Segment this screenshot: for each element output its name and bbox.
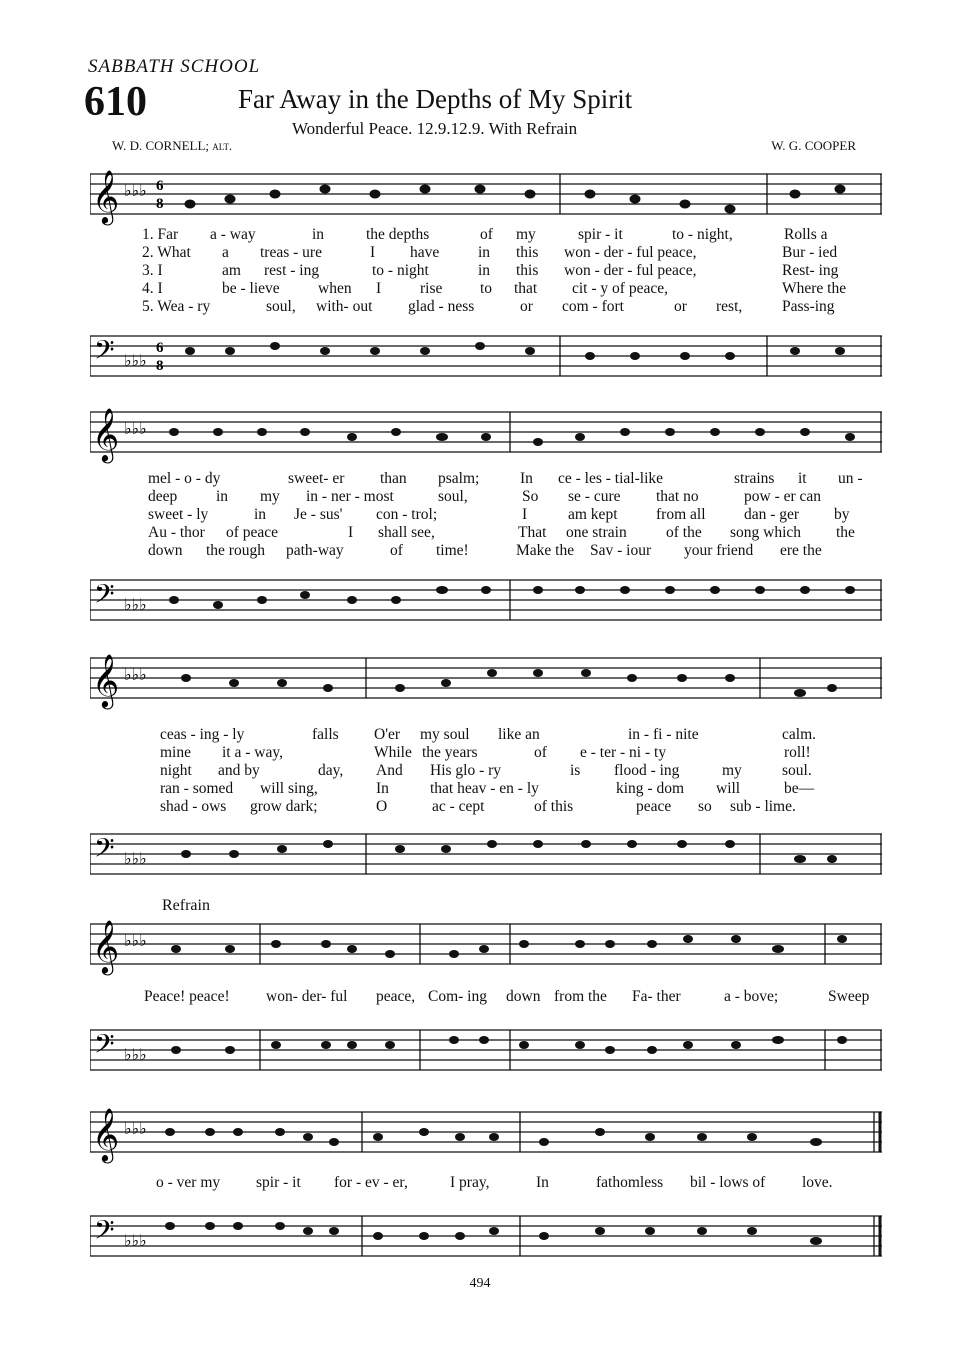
refrain2-lyric-3: for - ev - er, <box>334 1174 408 1191</box>
staff-bass-2 <box>90 574 882 634</box>
lyric-v3-7: won - der - ful peace, <box>564 262 697 279</box>
lyric-s2-v5-9: ere the <box>780 542 822 559</box>
lyric-v1-6: my <box>516 226 536 243</box>
staff-bass-1 <box>90 330 882 390</box>
lyric-s2-v5-2: the rough <box>206 542 265 559</box>
svg-text:♭♭♭: ♭♭♭ <box>124 595 147 614</box>
lyric-s3-v2-2: it a - way, <box>222 744 283 761</box>
lyric-s3-v5-7: so <box>698 798 712 815</box>
staff-treble-5 <box>90 1106 882 1166</box>
lyric-s2-v1-4: psalm; <box>438 470 480 487</box>
svg-text:♭♭♭: ♭♭♭ <box>124 181 147 200</box>
lyric-s2-v3-2: in <box>254 506 267 523</box>
lyric-s3-v1-8: calm. <box>782 726 816 743</box>
refrain-lyric-1: Peace! peace! <box>144 988 230 1005</box>
lyric-v3-6: this <box>516 262 539 279</box>
lyric-s3-v1-5: like an <box>498 726 540 743</box>
refrain-lyric-5: down <box>506 988 541 1005</box>
lyric-v5-7: or <box>674 298 687 315</box>
refrain2-lyric-7: bil - lows of <box>690 1174 766 1191</box>
lyric-v2-9: Bur - ied <box>782 244 838 261</box>
hymn-title: Far Away in the Depths of My Spirit <box>238 84 633 114</box>
lyric-s3-v2-4: the years <box>422 744 478 761</box>
lyric-s3-v3-3: day, <box>318 762 344 779</box>
lyric-s2-v2-2: in <box>216 488 229 505</box>
lyric-s3-v4-8: be— <box>784 780 815 797</box>
svg-text:𝄞: 𝄞 <box>92 169 120 223</box>
lyric-v4-2: be - lieve <box>222 280 280 297</box>
lyric-s3-v3-6: is <box>570 762 581 779</box>
lyric-v5-3: with- out <box>316 298 373 315</box>
lyric-s3-v2-3: While <box>374 744 412 761</box>
lyric-s3-v5-2: grow dark; <box>250 798 318 815</box>
lyric-s2-v3-9: by <box>834 506 850 523</box>
lyric-s2-v2-1: deep <box>148 488 178 505</box>
lyric-v4-7: that <box>514 280 538 297</box>
svg-text:♭♭♭: ♭♭♭ <box>124 419 147 438</box>
refrain-lyric-9: Sweep <box>828 988 870 1005</box>
lyric-s3-v2-8: roll! <box>784 744 811 761</box>
staff-bass-4 <box>90 1024 882 1084</box>
svg-text:♭♭♭: ♭♭♭ <box>124 351 147 370</box>
page-number: 494 <box>469 1276 491 1291</box>
lyric-s3-v5-4: ac - cept <box>432 798 485 815</box>
lyric-s2-v5-6: Make the <box>516 542 575 559</box>
lyric-s3-v2-1: mine <box>160 744 191 761</box>
lyric-v1-2: a - way <box>210 226 256 243</box>
lyric-v2-4: I <box>370 244 376 261</box>
svg-text:♭♭♭: ♭♭♭ <box>124 1119 147 1138</box>
lyric-s2-v4-4: shall see, <box>378 524 435 541</box>
svg-text:𝄢: 𝄢 <box>94 1214 115 1252</box>
lyric-s3-v3-4: And <box>376 762 403 779</box>
lyric-s2-v1-3: than <box>380 470 407 487</box>
lyric-v5-4: glad - ness <box>408 298 475 315</box>
lyric-s3-v3-9: soul. <box>782 762 812 779</box>
lyric-v4-6: to <box>480 280 493 297</box>
staff-treble-4 <box>90 918 882 978</box>
refrain-lyric-3: peace, <box>376 988 416 1005</box>
lyric-v5-2: soul, <box>266 298 296 315</box>
refrain2-lyric-6: fathomless <box>596 1174 664 1191</box>
staff-bass-5 <box>90 1210 882 1270</box>
refrain-system-2 <box>90 1106 882 1276</box>
lyric-s2-v1-8: it <box>798 470 807 487</box>
lyric-s2-v1-9: un - <box>838 470 863 487</box>
refrain2-lyric-1: o - ver my <box>156 1174 221 1191</box>
refrain-lyric-6: from the <box>554 988 607 1005</box>
refrain2-lyric-4: I pray, <box>450 1174 490 1191</box>
lyric-v4-4: I <box>376 280 382 297</box>
lyric-v2-8: won - der - ful peace, <box>564 244 697 261</box>
lyric-s2-v5-7: Sav - iour <box>590 542 652 559</box>
svg-text:𝄞: 𝄞 <box>92 653 120 707</box>
lyric-s3-v4-1: ran - somed <box>160 780 234 797</box>
refrain-lyric-4: Com- ing <box>428 988 487 1005</box>
svg-text:6: 6 <box>156 178 164 194</box>
lyric-s3-v3-8: my <box>722 762 742 779</box>
lyric-v5-8: rest, <box>716 298 743 315</box>
staff-bass-3 <box>90 828 882 888</box>
lyric-s2-v1-6: ce - les - tial-like <box>558 470 664 487</box>
lyric-s2-v4-6: one strain <box>566 524 627 541</box>
lyric-s3-v3-5: His glo - ry <box>430 762 502 779</box>
lyric-s2-v3-3: Je - sus' <box>294 506 343 523</box>
lyric-s2-v4-2: of peace <box>226 524 279 541</box>
lyric-v2-1: 2. What <box>142 244 191 261</box>
lyric-v3-5: in <box>478 262 491 279</box>
svg-text:𝄢: 𝄢 <box>94 1028 115 1066</box>
lyric-s2-v5-8: your friend <box>684 542 754 559</box>
lyric-s3-v2-6: e - ter - ni - ty <box>580 744 667 761</box>
svg-text:𝄢: 𝄢 <box>94 578 115 616</box>
section-heading: SABBATH SCHOOL <box>88 56 261 77</box>
lyric-s2-v3-7: from all <box>656 506 706 523</box>
lyric-s2-v1-7: strains <box>734 470 775 487</box>
music-system-1 <box>90 160 882 400</box>
lyric-s3-v1-3: O'er <box>374 726 401 743</box>
refrain-lyric-2: won- der- ful <box>266 988 348 1005</box>
staff-treble-1 <box>90 168 882 228</box>
lyric-s3-v5-8: sub - lime. <box>730 798 796 815</box>
lyric-v3-4: to - night <box>372 262 429 279</box>
lyric-v1-3: in <box>312 226 325 243</box>
lyric-v3-1: 3. I <box>142 262 163 279</box>
lyric-v1-8: to - night, <box>672 226 733 243</box>
lyric-s2-v3-4: con - trol; <box>376 506 438 523</box>
svg-text:8: 8 <box>156 358 164 374</box>
lyric-v1-4: the depths <box>366 226 430 243</box>
svg-text:𝄢: 𝄢 <box>94 334 115 372</box>
lyric-s2-v4-5: That <box>518 524 547 541</box>
lyric-v2-7: this <box>516 244 539 261</box>
lyric-s2-v4-9: the <box>836 524 855 541</box>
lyric-s3-v3-2: and by <box>218 762 260 779</box>
refrain-lyric-7: Fa- ther <box>632 988 681 1005</box>
refrain-system-1 <box>90 918 882 1098</box>
lyric-v1-5: of <box>480 226 493 243</box>
lyric-s3-v5-5: of this <box>534 798 574 815</box>
lyric-v2-6: in <box>478 244 491 261</box>
lyric-s3-v1-4: my soul <box>420 726 470 743</box>
lyric-s2-v5-1: down <box>148 542 183 559</box>
svg-text:8: 8 <box>156 196 164 212</box>
lyric-v3-3: rest - ing <box>264 262 320 279</box>
svg-text:♭♭♭: ♭♭♭ <box>124 1231 147 1250</box>
lyric-s2-v4-8: song which <box>730 524 802 541</box>
lyric-s2-v2-9: pow - er can <box>744 488 822 505</box>
svg-text:𝄞: 𝄞 <box>92 407 120 461</box>
lyric-s2-v4-3: I <box>348 524 354 541</box>
lyric-v4-9: Where the <box>782 280 847 297</box>
lyric-s3-v5-6: peace <box>636 798 672 815</box>
hymn-number: 610 <box>84 79 147 125</box>
lyric-v3-8: Rest- ing <box>782 262 839 279</box>
music-system-2 <box>90 398 882 638</box>
lyric-s3-v4-2: will sing, <box>260 780 318 797</box>
lyric-s3-v4-3: In <box>376 780 389 797</box>
lyric-v1-7: spir - it <box>578 226 623 243</box>
lyric-v1-9: Rolls a <box>784 226 828 243</box>
refrain2-lyric-2: spir - it <box>256 1174 301 1191</box>
music-system-3 <box>90 650 882 890</box>
tune-subtitle: Wonderful Peace. 12.9.12.9. With Refrain <box>292 119 578 138</box>
lyric-v2-2: a <box>222 244 229 261</box>
author-credit: W. D. CORNELL; alt. <box>112 138 233 153</box>
refrain-label: Refrain <box>162 897 210 914</box>
lyric-s2-v3-8: dan - ger <box>744 506 800 523</box>
lyric-s3-v4-4: that heav - en - ly <box>430 780 539 797</box>
lyric-v5-1: 5. Wea - ry <box>142 298 211 315</box>
lyric-s2-v5-3: path-way <box>286 542 344 559</box>
lyric-v4-1: 4. I <box>142 280 163 297</box>
lyric-s3-v1-2: falls <box>312 726 339 743</box>
lyric-s2-v5-5: time! <box>436 542 469 559</box>
lyric-v3-2: am <box>222 262 241 279</box>
lyric-v4-5: rise <box>420 280 443 297</box>
staff-treble-2 <box>90 406 882 466</box>
svg-text:𝄞: 𝄞 <box>92 919 120 973</box>
lyric-s2-v3-5: I <box>522 506 528 523</box>
lyric-v4-8: cit - y of peace, <box>572 280 668 297</box>
lyric-v2-5: have <box>410 244 440 261</box>
lyric-s3-v4-5: king - dom <box>616 780 685 797</box>
lyric-s2-v5-4: of <box>390 542 403 559</box>
lyric-v2-3: treas - ure <box>260 244 322 261</box>
lyric-s2-v1-2: sweet- er <box>288 470 345 487</box>
lyric-s2-v2-4: in - ner - most <box>306 488 394 505</box>
lyric-s2-v2-7: se - cure <box>568 488 621 505</box>
lyric-v5-5: or <box>520 298 533 315</box>
lyric-s3-v3-7: flood - ing <box>614 762 680 779</box>
svg-text:𝄢: 𝄢 <box>94 832 115 870</box>
lyric-s2-v3-1: sweet - ly <box>148 506 209 523</box>
refrain2-lyric-8: love. <box>802 1174 833 1191</box>
lyric-s3-v5-3: O <box>376 798 388 815</box>
lyric-s2-v4-1: Au - thor <box>148 524 205 541</box>
lyric-s3-v2-5: of <box>534 744 547 761</box>
composer-credit: W. G. COOPER <box>771 138 856 153</box>
lyric-s2-v2-8: that no <box>656 488 699 505</box>
lyric-s2-v3-6: am kept <box>568 506 618 523</box>
refrain-lyric-8: a - bove; <box>724 988 779 1005</box>
lyric-v4-3: when <box>318 280 352 297</box>
lyric-s3-v1-1: ceas - ing - ly <box>160 726 245 743</box>
lyric-s2-v2-5: soul, <box>438 488 468 505</box>
svg-text:♭♭♭: ♭♭♭ <box>124 849 147 868</box>
svg-text:♭♭♭: ♭♭♭ <box>124 1045 147 1064</box>
lyric-v1-1: 1. Far <box>142 226 179 243</box>
lyric-s2-v1-1: mel - o - dy <box>148 470 221 487</box>
lyric-s2-v2-6: So <box>522 488 539 505</box>
lyric-v5-9: Pass-ing <box>782 298 835 315</box>
lyric-s2-v4-7: of the <box>666 524 702 541</box>
lyric-s3-v5-1: shad - ows <box>160 798 227 815</box>
lyric-s2-v1-5: In <box>520 470 533 487</box>
refrain2-lyric-5: In <box>536 1174 549 1191</box>
svg-text:♭♭♭: ♭♭♭ <box>124 665 147 684</box>
lyric-s3-v3-1: night <box>160 762 192 779</box>
staff-treble-3 <box>90 652 882 712</box>
lyric-s2-v2-3: my <box>260 488 280 505</box>
lyric-s3-v1-6: in - fi - nite <box>628 726 699 743</box>
svg-text:𝄞: 𝄞 <box>92 1107 120 1161</box>
svg-text:♭♭♭: ♭♭♭ <box>124 931 147 950</box>
lyric-s3-v4-6: will <box>716 780 741 797</box>
svg-text:6: 6 <box>156 340 164 356</box>
lyric-v5-6: com - fort <box>562 298 624 315</box>
